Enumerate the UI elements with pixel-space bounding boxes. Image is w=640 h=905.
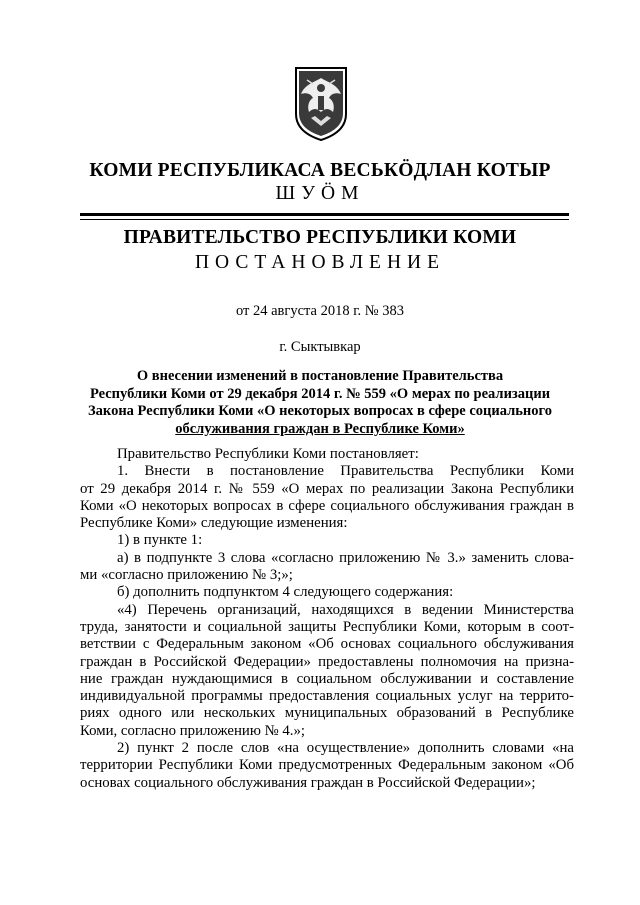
- body-line: труда, занятости и социальной защиты Республики Коми, которым в соот-: [80, 618, 574, 635]
- title-line: Закона Республики Коми «О некоторых вопросах в сфере социального: [88, 403, 552, 419]
- body-line: Коми, согласно приложению № 4.»;: [80, 722, 306, 739]
- russian-government-name: ПРАВИТЕЛЬСТВО РЕСПУБЛИКИ КОМИ: [123, 227, 517, 248]
- document-body: [80, 446, 574, 792]
- body-line: б) дополнить подпунктом 4 следующего содержания:: [117, 584, 454, 601]
- russian-document-type: ПОСТАНОВЛЕНИЕ: [194, 252, 446, 273]
- document-title: [60, 368, 580, 438]
- title-line: Республики Коми от 29 декабря 2014 г. № 559 «О мерах по реализации: [89, 385, 551, 402]
- body-line: Республике Коми» следующие изменения:: [80, 515, 348, 532]
- body-line: граждан в Российской Федерации» предоставлены полномочия на призна-: [80, 653, 574, 670]
- header-divider-thin: [80, 219, 569, 220]
- komi-document-type: ШУÖМ: [275, 183, 365, 204]
- body-line: Правительство Республики Коми постановляет:: [117, 446, 419, 462]
- body-line: ми «согласно приложению № 3;»;: [80, 567, 293, 584]
- title-line: обслуживания граждан в Республике Коми»: [175, 420, 465, 437]
- body-line: 1. Внести в постановление Правительства Республики Коми: [117, 463, 574, 480]
- title-line: О внесении изменений в постановление Правительства: [136, 368, 504, 384]
- coat-of-arms-emblem: [293, 66, 349, 142]
- body-line: а) в подпункте 3 слова «согласно приложению № 3.» заменить слова-: [117, 549, 574, 566]
- body-line: основах социального обслуживания граждан в Российской Федерации»;: [80, 774, 536, 791]
- body-line: ветствии с Федеральным законом «Об основах социального обслуживания: [80, 636, 574, 653]
- body-line: риях одного или нескольких муниципальных образований в Республике: [80, 705, 574, 722]
- body-line: от 29 декабря 2014 г. № 559 «О мерах по реализации Закона Республики: [80, 480, 574, 497]
- body-line: Коми «О некоторых вопросах в сфере социального обслуживания граждан в: [80, 497, 574, 514]
- komi-government-name: КОМИ РЕСПУБЛИКАСА ВЕСЬКÖДЛАН КОТЫР: [89, 160, 551, 181]
- document-date-number: от 24 августа 2018 г. № 383: [235, 303, 405, 319]
- header-divider-thick: [80, 213, 569, 216]
- body-line: 1) в пункте 1:: [117, 532, 203, 549]
- body-line: территории Республики Коми предусмотренных Федеральным законом «Об: [80, 757, 574, 774]
- body-line: «4) Перечень организаций, находящихся в ведении Министерства: [117, 601, 574, 618]
- document-city: г. Сыктывкар: [279, 339, 361, 355]
- body-line: индивидуальной программы предоставления социальных услуг на террито-: [80, 688, 574, 705]
- body-line: 2) пункт 2 после слов «на осуществление» дополнить словами «на: [117, 740, 574, 757]
- body-line: ние граждан нуждающимися в социальном обслуживании и составление: [80, 670, 574, 687]
